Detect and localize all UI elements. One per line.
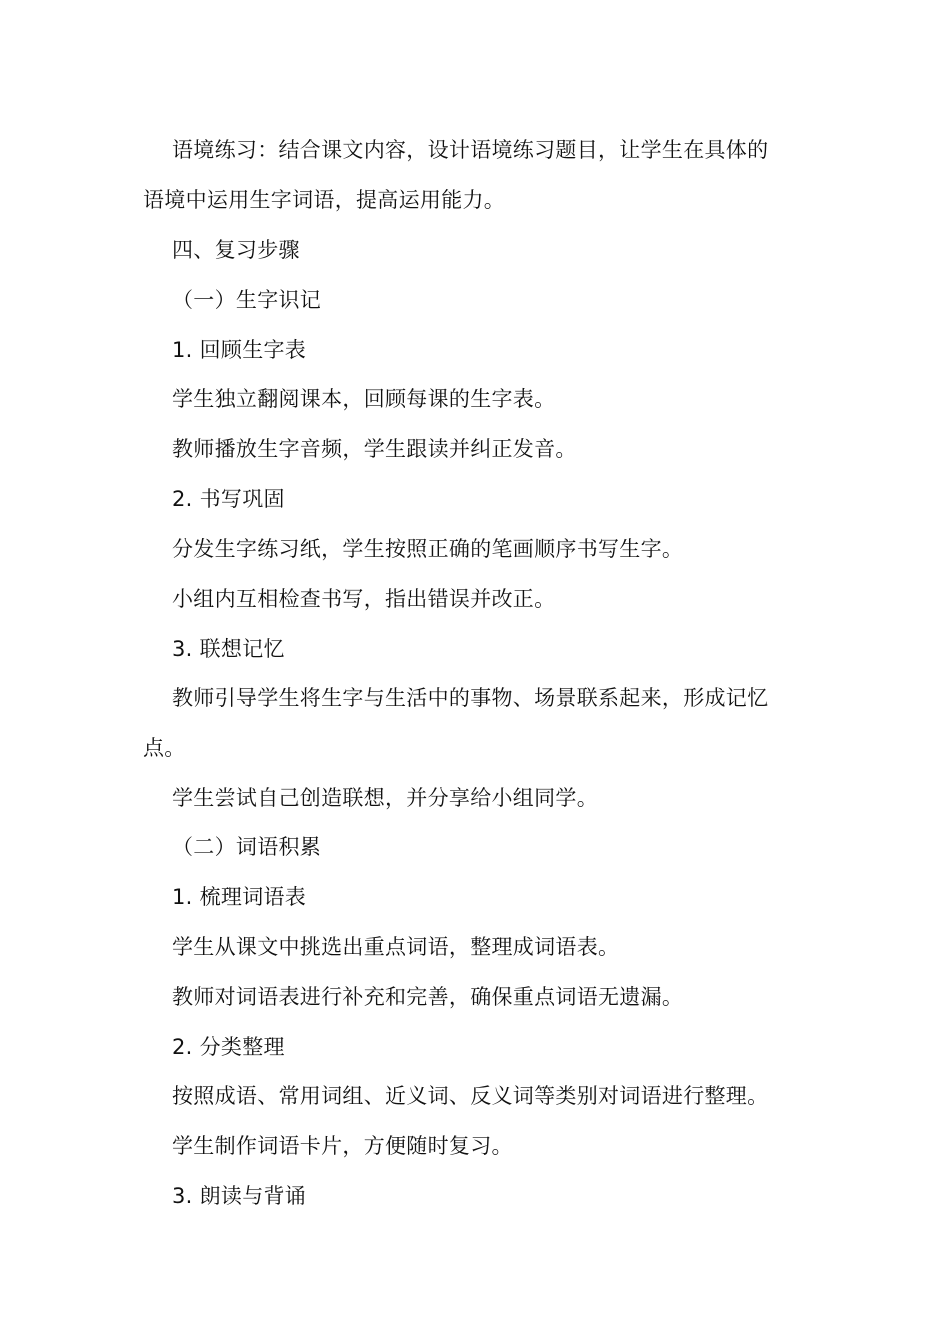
paragraph-context-practice: 语境练习：结合课文内容，设计语境练习题目，让学生在具体的 — [172, 138, 769, 162]
paragraph-text: 学生制作词语卡片，方便随时复习。 — [172, 1134, 513, 1158]
paragraph-text: 小组内互相检查书写，指出错误并改正。 — [172, 587, 556, 611]
item-classify-organize: 2. 分类整理 — [172, 1035, 285, 1059]
item-writing-consolidation: 2. 书写巩固 — [172, 487, 285, 511]
paragraph-text: 学生独立翻阅课本，回顾每课的生字表。 — [172, 387, 556, 411]
paragraph-context-practice-cont: 语境中运用生字词语，提高运用能力。 — [143, 188, 506, 212]
paragraph-text: 按照成语、常用词组、近义词、反义词等类别对词语进行整理。 — [172, 1084, 769, 1108]
paragraph-text-cont: 点。 — [143, 736, 186, 760]
subheading-character-recognition: （一）生字识记 — [172, 288, 322, 312]
paragraph-text: 分发生字练习纸，学生按照正确的笔画顺序书写生字。 — [172, 537, 684, 561]
paragraph-text: 教师播放生字音频，学生跟读并纠正发音。 — [172, 437, 577, 461]
paragraph-text: 教师对词语表进行补充和完善，确保重点词语无遗漏。 — [172, 985, 684, 1009]
item-read-and-recite: 3. 朗读与背诵 — [172, 1184, 307, 1208]
paragraph-text: 教师引导学生将生字与生活中的事物、场景联系起来，形成记忆 — [172, 686, 769, 710]
item-review-character-table: 1. 回顾生字表 — [172, 338, 307, 362]
paragraph-text: 学生从课文中挑选出重点词语，整理成词语表。 — [172, 935, 620, 959]
item-sort-vocabulary-table: 1. 梳理词语表 — [172, 885, 307, 909]
subheading-vocabulary-accumulation: （二）词语积累 — [172, 835, 322, 859]
item-associative-memory: 3. 联想记忆 — [172, 637, 285, 661]
section-heading-review-steps: 四、复习步骤 — [172, 238, 300, 262]
paragraph-text: 学生尝试自己创造联想，并分享给小组同学。 — [172, 786, 598, 810]
